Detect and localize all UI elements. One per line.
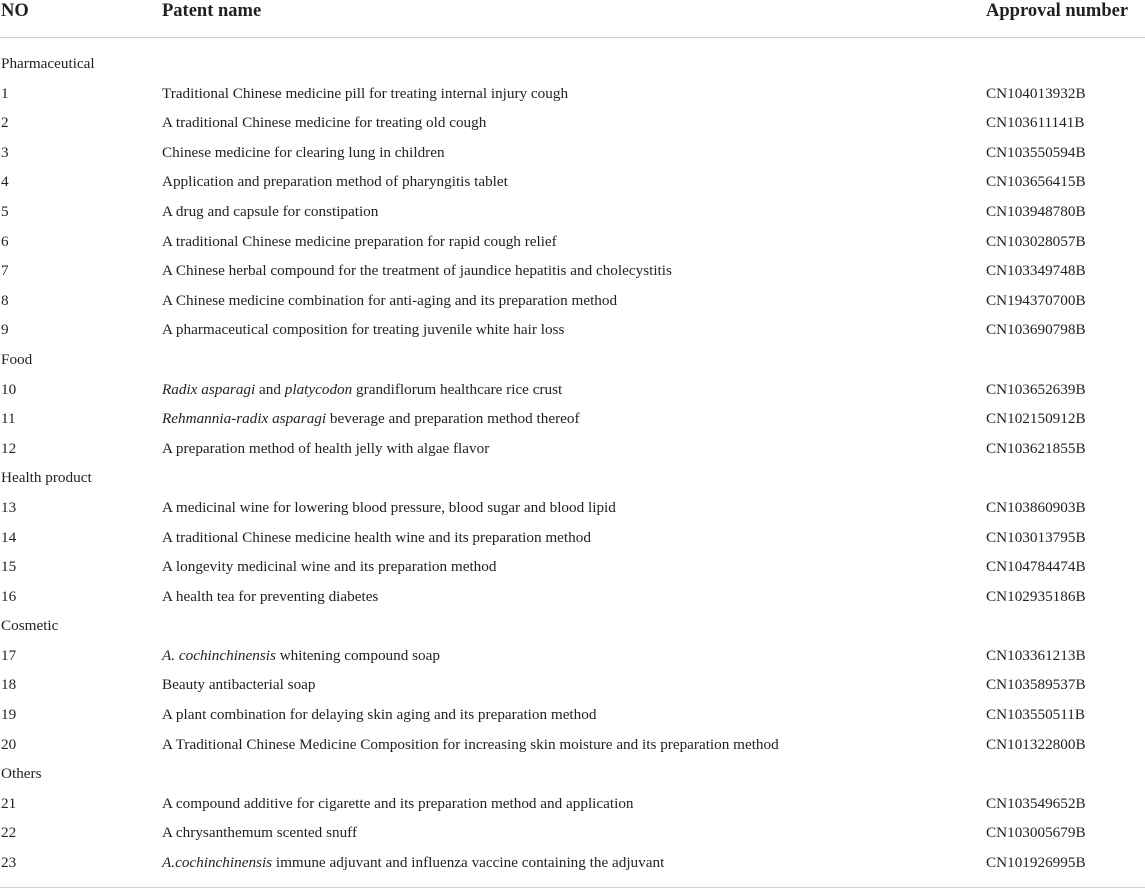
- row-number: 2: [1, 114, 9, 132]
- patent-name-text: A Chinese herbal compound for the treatment of jaundice hepatitis and cholecystitis: [162, 262, 672, 280]
- approval-number: CN103652639B: [986, 380, 1086, 398]
- section-label: Cosmetic: [1, 617, 59, 635]
- patent-name-part: grandiflorum healthcare rice crust: [352, 380, 563, 398]
- patent-name-text: Application and preparation method of pharyngitis tablet: [162, 173, 508, 191]
- row-number: 10: [1, 380, 17, 398]
- patent-name-text: A plant combination for delaying skin aging and its preparation method: [162, 706, 597, 724]
- approval-number: CN103611141B: [986, 114, 1085, 132]
- patent-name: [162, 167, 508, 197]
- patent-name-text: A longevity medicinal wine and its preparation method: [162, 558, 497, 576]
- approval-number: CN103690798B: [986, 321, 1086, 339]
- patent-name: [162, 79, 568, 109]
- approval-number: CN103005679B: [986, 824, 1086, 842]
- table-row: [0, 375, 1145, 405]
- patent-name: [162, 434, 489, 464]
- patent-name: [162, 730, 779, 760]
- patent-name-text: A preparation method of health jelly with algae flavor: [162, 439, 490, 457]
- table-row: [0, 197, 1145, 227]
- table-row: [0, 552, 1145, 582]
- table-row: [0, 315, 1145, 345]
- section-label: Others: [1, 765, 42, 783]
- table-row: [0, 434, 1145, 464]
- table-row: [0, 848, 1145, 878]
- patent-name-text: Beauty antibacterial soap: [162, 676, 316, 694]
- section-row: [0, 759, 1145, 789]
- patent-name: [162, 256, 672, 286]
- row-number: 16: [1, 587, 17, 605]
- table-row: [0, 256, 1145, 286]
- approval-number: CN194370700B: [986, 291, 1086, 309]
- section-label: Pharmaceutical: [1, 55, 95, 72]
- section-row: [0, 49, 1145, 79]
- patent-name-text: A Traditional Chinese Medicine Composition for increasing skin moisture and its preparation method: [162, 735, 779, 753]
- row-number: 4: [1, 173, 9, 191]
- table-row: [0, 79, 1145, 109]
- table-header: [0, 0, 1145, 38]
- patent-name: [162, 197, 378, 227]
- patent-name-text: A chrysanthemum scented snuff: [162, 824, 358, 842]
- patent-name-part: Radix asparagi: [162, 380, 256, 398]
- approval-number: CN103589537B: [986, 676, 1086, 694]
- table-row: [0, 730, 1145, 760]
- row-number: 1: [1, 84, 9, 102]
- row-number: 7: [1, 262, 9, 280]
- row-number: 19: [1, 706, 17, 724]
- patent-name: [162, 138, 445, 168]
- table-row: [0, 108, 1145, 138]
- row-number: 23: [1, 854, 17, 872]
- row-number: 12: [1, 439, 17, 457]
- header-approval-number: Approval number: [986, 1, 1129, 21]
- approval-number: CN103656415B: [986, 173, 1086, 191]
- patent-name-italic: A.cochinchinensis: [162, 854, 273, 872]
- patent-name-text: A traditional Chinese medicine preparation for rapid cough relief: [162, 232, 557, 250]
- patent-name: [162, 641, 440, 671]
- patent-name: [162, 700, 596, 730]
- table-row: [0, 641, 1145, 671]
- row-number: 8: [1, 291, 9, 309]
- patent-name: [162, 818, 357, 848]
- approval-number: CN103948780B: [986, 202, 1086, 220]
- row-number: 13: [1, 498, 17, 516]
- patent-name-text: beverage and preparation method thereof: [326, 410, 580, 428]
- patent-name: [162, 375, 562, 405]
- approval-number: CN103621855B: [986, 439, 1086, 457]
- bottom-rule: [0, 887, 1145, 888]
- table-row: [0, 227, 1145, 257]
- table-row: [0, 818, 1145, 848]
- patent-name-text: Chinese medicine for clearing lung in children: [162, 143, 445, 161]
- section-row: [0, 611, 1145, 641]
- patent-name: [162, 670, 316, 700]
- patent-name: [162, 286, 617, 316]
- patent-name-text: A pharmaceutical composition for treating juvenile white hair loss: [162, 321, 565, 339]
- row-number: 5: [1, 202, 9, 220]
- approval-number: CN103361213B: [986, 646, 1086, 664]
- table-row: [0, 789, 1145, 819]
- table-body: [0, 49, 1145, 878]
- patent-name: [162, 108, 486, 138]
- approval-number: CN101322800B: [986, 735, 1086, 753]
- approval-number: CN102935186B: [986, 587, 1086, 605]
- patent-name: [162, 227, 557, 257]
- patent-name: [162, 523, 591, 553]
- patent-name-text: A compound additive for cigarette and its preparation method and application: [162, 794, 634, 812]
- header-no: NO: [1, 1, 29, 21]
- approval-number: CN103028057B: [986, 232, 1086, 250]
- patent-name: [162, 315, 564, 345]
- approval-number: CN103349748B: [986, 262, 1086, 280]
- table-row: [0, 138, 1145, 168]
- patent-name-part: and: [255, 380, 285, 398]
- patent-name: [162, 404, 580, 434]
- patent-name-text: A health tea for preventing diabetes: [162, 587, 379, 605]
- section-label: Health product: [1, 469, 92, 487]
- row-number: 15: [1, 558, 17, 576]
- patent-name: [162, 493, 616, 523]
- row-number: 18: [1, 676, 17, 694]
- header-patent-name: Patent name: [162, 1, 262, 21]
- row-number: 20: [1, 735, 17, 753]
- row-number: 22: [1, 824, 17, 842]
- table-row: [0, 670, 1145, 700]
- table-row: [0, 582, 1145, 612]
- section-row: [0, 345, 1145, 375]
- patent-name-text: A drug and capsule for constipation: [162, 202, 379, 220]
- approval-number: CN104784474B: [986, 558, 1086, 576]
- approval-number: CN101926995B: [986, 854, 1086, 872]
- row-number: 6: [1, 232, 9, 250]
- patent-name-text: A Chinese medicine combination for anti-aging and its preparation method: [162, 291, 618, 309]
- approval-number: CN103860903B: [986, 498, 1086, 516]
- patent-name-text: A traditional Chinese medicine for treating old cough: [162, 114, 487, 132]
- table-row: [0, 493, 1145, 523]
- row-number: 11: [1, 410, 16, 428]
- patent-name-text: whitening compound soap: [275, 646, 440, 664]
- table-row: [0, 404, 1145, 434]
- approval-number: CN103549652B: [986, 794, 1086, 812]
- row-number: 17: [1, 646, 17, 664]
- patent-name: [162, 848, 664, 878]
- patent-name-italic: Rehmannia-radix asparagi: [162, 410, 327, 428]
- patent-name-text: Traditional Chinese medicine pill for treating internal injury cough: [162, 84, 569, 102]
- table-row: [0, 286, 1145, 316]
- approval-number: CN102150912B: [986, 410, 1086, 428]
- section-label: Food: [1, 350, 33, 368]
- approval-number: CN104013932B: [986, 84, 1086, 102]
- patent-name-text: immune adjuvant and influenza vaccine containing the adjuvant: [272, 854, 665, 872]
- approval-number: CN103013795B: [986, 528, 1086, 546]
- approval-number: CN103550594B: [986, 143, 1086, 161]
- section-row: [0, 463, 1145, 493]
- patent-name-text: A traditional Chinese medicine health wine and its preparation method: [162, 528, 591, 546]
- patent-name-italic: A. cochinchinensis: [162, 646, 276, 664]
- table-row: [0, 700, 1145, 730]
- patent-name-text: A medicinal wine for lowering blood pressure, blood sugar and blood lipid: [162, 498, 616, 516]
- row-number: 3: [1, 143, 9, 161]
- patent-name: [162, 789, 634, 819]
- table-row: [0, 523, 1145, 553]
- patent-name-part: platycodon: [284, 380, 353, 398]
- patent-name: [162, 552, 496, 582]
- row-number: 14: [1, 528, 17, 546]
- row-number: 9: [1, 321, 9, 339]
- patent-name: [162, 582, 378, 612]
- row-number: 21: [1, 794, 17, 812]
- approval-number: CN103550511B: [986, 706, 1086, 724]
- table-row: [0, 167, 1145, 197]
